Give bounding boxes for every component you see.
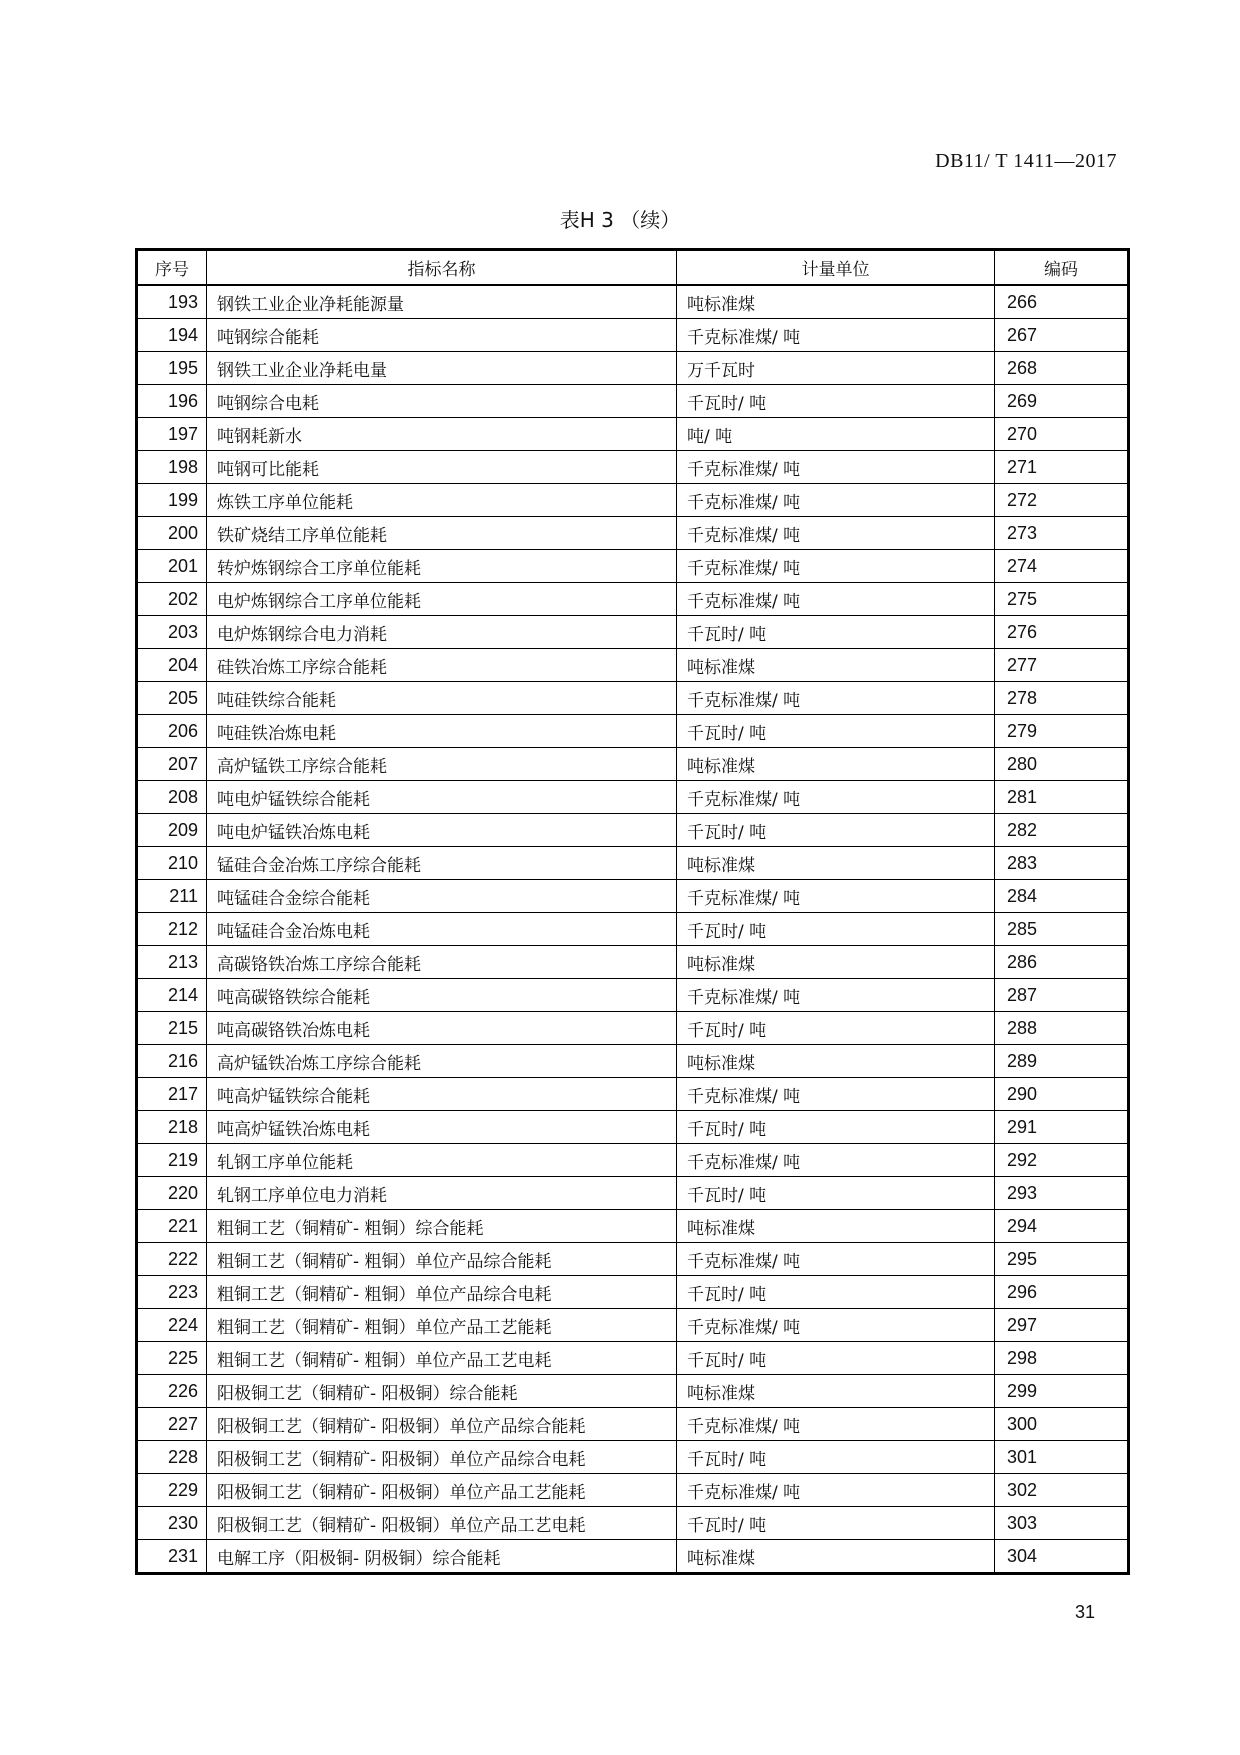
table-row bbox=[137, 649, 1129, 682]
row-code: 289 bbox=[995, 1045, 1129, 1078]
row-unit: 千瓦时/ 吨 bbox=[677, 1441, 995, 1474]
row-unit: 千克标准煤/ 吨 bbox=[677, 451, 995, 484]
row-code: 302 bbox=[995, 1474, 1129, 1507]
table-row bbox=[137, 1045, 1129, 1078]
row-indicator-name: 吨高碳铬铁综合能耗 bbox=[207, 979, 677, 1012]
row-code: 271 bbox=[995, 451, 1129, 484]
row-indicator-name: 吨高炉锰铁冶炼电耗 bbox=[207, 1111, 677, 1144]
row-unit: 千克标准煤/ 吨 bbox=[677, 517, 995, 550]
table-row bbox=[137, 1375, 1129, 1408]
row-code: 278 bbox=[995, 682, 1129, 715]
row-code: 288 bbox=[995, 1012, 1129, 1045]
row-seq: 221 bbox=[137, 1210, 207, 1243]
header-row bbox=[137, 250, 1129, 286]
row-unit: 千克标准煤/ 吨 bbox=[677, 1408, 995, 1441]
row-code: 270 bbox=[995, 418, 1129, 451]
row-seq: 218 bbox=[137, 1111, 207, 1144]
row-seq: 225 bbox=[137, 1342, 207, 1375]
row-indicator-name: 高碳铬铁冶炼工序综合能耗 bbox=[207, 946, 677, 979]
row-code: 292 bbox=[995, 1144, 1129, 1177]
row-unit: 千克标准煤/ 吨 bbox=[677, 1144, 995, 1177]
row-indicator-name: 炼铁工序单位能耗 bbox=[207, 484, 677, 517]
table-row bbox=[137, 451, 1129, 484]
row-seq: 198 bbox=[137, 451, 207, 484]
row-seq: 196 bbox=[137, 385, 207, 418]
row-seq: 222 bbox=[137, 1243, 207, 1276]
row-seq: 195 bbox=[137, 352, 207, 385]
row-code: 273 bbox=[995, 517, 1129, 550]
table-row bbox=[137, 1012, 1129, 1045]
row-code: 280 bbox=[995, 748, 1129, 781]
row-unit: 万千瓦时 bbox=[677, 352, 995, 385]
row-indicator-name: 硅铁冶炼工序综合能耗 bbox=[207, 649, 677, 682]
row-seq: 206 bbox=[137, 715, 207, 748]
row-unit: 吨标准煤 bbox=[677, 1375, 995, 1408]
row-unit: 吨标准煤 bbox=[677, 1045, 995, 1078]
table-row bbox=[137, 682, 1129, 715]
row-indicator-name: 吨钢耗新水 bbox=[207, 418, 677, 451]
row-code: 296 bbox=[995, 1276, 1129, 1309]
row-seq: 194 bbox=[137, 319, 207, 352]
row-indicator-name: 粗铜工艺（铜精矿- 粗铜）单位产品工艺能耗 bbox=[207, 1309, 677, 1342]
row-unit: 千瓦时/ 吨 bbox=[677, 1276, 995, 1309]
row-seq: 207 bbox=[137, 748, 207, 781]
table-row bbox=[137, 385, 1129, 418]
row-indicator-name: 吨锰硅合金冶炼电耗 bbox=[207, 913, 677, 946]
row-indicator-name: 电炉炼钢综合工序单位能耗 bbox=[207, 583, 677, 616]
row-seq: 210 bbox=[137, 847, 207, 880]
row-indicator-name: 吨钢综合能耗 bbox=[207, 319, 677, 352]
table-row bbox=[137, 781, 1129, 814]
table-row bbox=[137, 913, 1129, 946]
row-unit: 吨标准煤 bbox=[677, 847, 995, 880]
row-code: 281 bbox=[995, 781, 1129, 814]
row-indicator-name: 粗铜工艺（铜精矿- 粗铜）单位产品综合电耗 bbox=[207, 1276, 677, 1309]
header-seq: 序号 bbox=[137, 250, 207, 286]
row-seq: 227 bbox=[137, 1408, 207, 1441]
row-unit: 千瓦时/ 吨 bbox=[677, 616, 995, 649]
row-seq: 230 bbox=[137, 1507, 207, 1540]
row-code: 291 bbox=[995, 1111, 1129, 1144]
row-unit: 千克标准煤/ 吨 bbox=[677, 319, 995, 352]
row-code: 275 bbox=[995, 583, 1129, 616]
row-unit: 千克标准煤/ 吨 bbox=[677, 1474, 995, 1507]
table-row bbox=[137, 583, 1129, 616]
row-code: 295 bbox=[995, 1243, 1129, 1276]
row-indicator-name: 阳极铜工艺（铜精矿- 阳极铜）单位产品综合电耗 bbox=[207, 1441, 677, 1474]
row-seq: 216 bbox=[137, 1045, 207, 1078]
row-code: 297 bbox=[995, 1309, 1129, 1342]
row-seq: 200 bbox=[137, 517, 207, 550]
row-code: 301 bbox=[995, 1441, 1129, 1474]
row-indicator-name: 吨硅铁冶炼电耗 bbox=[207, 715, 677, 748]
row-seq: 228 bbox=[137, 1441, 207, 1474]
row-indicator-name: 粗铜工艺（铜精矿- 粗铜）单位产品工艺电耗 bbox=[207, 1342, 677, 1375]
table-row bbox=[137, 880, 1129, 913]
row-unit: 千克标准煤/ 吨 bbox=[677, 1078, 995, 1111]
row-unit: 千克标准煤/ 吨 bbox=[677, 1243, 995, 1276]
row-seq: 223 bbox=[137, 1276, 207, 1309]
row-code: 294 bbox=[995, 1210, 1129, 1243]
row-code: 298 bbox=[995, 1342, 1129, 1375]
row-code: 287 bbox=[995, 979, 1129, 1012]
header-unit: 计量单位 bbox=[677, 250, 995, 286]
row-code: 276 bbox=[995, 616, 1129, 649]
row-seq: 229 bbox=[137, 1474, 207, 1507]
row-seq: 217 bbox=[137, 1078, 207, 1111]
table-row bbox=[137, 715, 1129, 748]
row-seq: 193 bbox=[137, 285, 207, 319]
row-indicator-name: 阳极铜工艺（铜精矿- 阳极铜）单位产品工艺能耗 bbox=[207, 1474, 677, 1507]
row-unit: 吨标准煤 bbox=[677, 1540, 995, 1574]
row-seq: 204 bbox=[137, 649, 207, 682]
table-row bbox=[137, 484, 1129, 517]
table-row bbox=[137, 1408, 1129, 1441]
row-unit: 千瓦时/ 吨 bbox=[677, 715, 995, 748]
row-code: 303 bbox=[995, 1507, 1129, 1540]
row-indicator-name: 钢铁工业企业净耗电量 bbox=[207, 352, 677, 385]
table-row bbox=[137, 979, 1129, 1012]
row-code: 274 bbox=[995, 550, 1129, 583]
row-indicator-name: 电炉炼钢综合电力消耗 bbox=[207, 616, 677, 649]
row-indicator-name: 轧钢工序单位电力消耗 bbox=[207, 1177, 677, 1210]
row-code: 299 bbox=[995, 1375, 1129, 1408]
header-code: 编码 bbox=[995, 250, 1129, 286]
row-seq: 209 bbox=[137, 814, 207, 847]
table-row bbox=[137, 1210, 1129, 1243]
table-row bbox=[137, 946, 1129, 979]
row-indicator-name: 阳极铜工艺（铜精矿- 阳极铜）单位产品工艺电耗 bbox=[207, 1507, 677, 1540]
row-code: 286 bbox=[995, 946, 1129, 979]
row-unit: 吨标准煤 bbox=[677, 285, 995, 319]
row-unit: 千瓦时/ 吨 bbox=[677, 913, 995, 946]
header-indicator-name: 指标名称 bbox=[207, 250, 677, 286]
row-seq: 231 bbox=[137, 1540, 207, 1574]
row-indicator-name: 转炉炼钢综合工序单位能耗 bbox=[207, 550, 677, 583]
row-indicator-name: 阳极铜工艺（铜精矿- 阳极铜）单位产品综合能耗 bbox=[207, 1408, 677, 1441]
row-unit: 千瓦时/ 吨 bbox=[677, 1177, 995, 1210]
row-code: 266 bbox=[995, 285, 1129, 319]
table-row bbox=[137, 1507, 1129, 1540]
row-seq: 205 bbox=[137, 682, 207, 715]
row-unit: 吨标准煤 bbox=[677, 946, 995, 979]
row-seq: 219 bbox=[137, 1144, 207, 1177]
row-seq: 211 bbox=[137, 880, 207, 913]
row-unit: 千克标准煤/ 吨 bbox=[677, 781, 995, 814]
row-code: 268 bbox=[995, 352, 1129, 385]
row-seq: 215 bbox=[137, 1012, 207, 1045]
row-indicator-name: 吨锰硅合金综合能耗 bbox=[207, 880, 677, 913]
row-unit: 千克标准煤/ 吨 bbox=[677, 682, 995, 715]
row-indicator-name: 电解工序（阳极铜- 阴极铜）综合能耗 bbox=[207, 1540, 677, 1574]
table-row bbox=[137, 285, 1129, 319]
row-indicator-name: 吨电炉锰铁综合能耗 bbox=[207, 781, 677, 814]
table-row bbox=[137, 1243, 1129, 1276]
table-body bbox=[137, 285, 1129, 1574]
table-row bbox=[137, 1111, 1129, 1144]
row-seq: 208 bbox=[137, 781, 207, 814]
row-code: 282 bbox=[995, 814, 1129, 847]
row-indicator-name: 钢铁工业企业净耗能源量 bbox=[207, 285, 677, 319]
page-number: 31 bbox=[1074, 1602, 1095, 1622]
row-seq: 220 bbox=[137, 1177, 207, 1210]
table-row bbox=[137, 1342, 1129, 1375]
row-indicator-name: 粗铜工艺（铜精矿- 粗铜）单位产品综合能耗 bbox=[207, 1243, 677, 1276]
row-unit: 千瓦时/ 吨 bbox=[677, 385, 995, 418]
row-code: 290 bbox=[995, 1078, 1129, 1111]
row-indicator-name: 轧钢工序单位能耗 bbox=[207, 1144, 677, 1177]
row-indicator-name: 阳极铜工艺（铜精矿- 阳极铜）综合能耗 bbox=[207, 1375, 677, 1408]
document-code: DB11/ T 1411—2017 bbox=[935, 150, 1117, 172]
row-unit: 千瓦时/ 吨 bbox=[677, 1111, 995, 1144]
row-indicator-name: 吨高炉锰铁综合能耗 bbox=[207, 1078, 677, 1111]
table-row bbox=[137, 550, 1129, 583]
row-indicator-name: 吨钢综合电耗 bbox=[207, 385, 677, 418]
table-row bbox=[137, 1144, 1129, 1177]
table-row bbox=[137, 319, 1129, 352]
table-header bbox=[137, 250, 1129, 286]
table-row bbox=[137, 1078, 1129, 1111]
row-code: 269 bbox=[995, 385, 1129, 418]
row-unit: 吨标准煤 bbox=[677, 748, 995, 781]
table-row bbox=[137, 1276, 1129, 1309]
row-unit: 千克标准煤/ 吨 bbox=[677, 550, 995, 583]
table-row bbox=[137, 748, 1129, 781]
row-code: 283 bbox=[995, 847, 1129, 880]
row-indicator-name: 高炉锰铁工序综合能耗 bbox=[207, 748, 677, 781]
row-code: 300 bbox=[995, 1408, 1129, 1441]
row-unit: 吨标准煤 bbox=[677, 1210, 995, 1243]
row-seq: 212 bbox=[137, 913, 207, 946]
row-seq: 214 bbox=[137, 979, 207, 1012]
row-indicator-name: 吨硅铁综合能耗 bbox=[207, 682, 677, 715]
table-row bbox=[137, 1441, 1129, 1474]
row-unit: 千瓦时/ 吨 bbox=[677, 1342, 995, 1375]
table-row bbox=[137, 814, 1129, 847]
table-row bbox=[137, 1474, 1129, 1507]
row-unit: 吨/ 吨 bbox=[677, 418, 995, 451]
row-code: 284 bbox=[995, 880, 1129, 913]
row-seq: 224 bbox=[137, 1309, 207, 1342]
row-code: 285 bbox=[995, 913, 1129, 946]
row-unit: 千瓦时/ 吨 bbox=[677, 1507, 995, 1540]
table-row bbox=[137, 847, 1129, 880]
table-row bbox=[137, 1177, 1129, 1210]
row-unit: 千瓦时/ 吨 bbox=[677, 814, 995, 847]
row-seq: 213 bbox=[137, 946, 207, 979]
row-indicator-name: 高炉锰铁冶炼工序综合能耗 bbox=[207, 1045, 677, 1078]
row-code: 267 bbox=[995, 319, 1129, 352]
row-seq: 202 bbox=[137, 583, 207, 616]
table-row bbox=[137, 352, 1129, 385]
indicator-table bbox=[135, 248, 1130, 1575]
row-unit: 千克标准煤/ 吨 bbox=[677, 979, 995, 1012]
row-unit: 千克标准煤/ 吨 bbox=[677, 1309, 995, 1342]
row-seq: 226 bbox=[137, 1375, 207, 1408]
row-code: 272 bbox=[995, 484, 1129, 517]
row-unit: 千克标准煤/ 吨 bbox=[677, 484, 995, 517]
table-title: 表H 3 （续） bbox=[559, 208, 681, 232]
row-code: 279 bbox=[995, 715, 1129, 748]
row-code: 277 bbox=[995, 649, 1129, 682]
row-seq: 199 bbox=[137, 484, 207, 517]
table-row bbox=[137, 616, 1129, 649]
row-indicator-name: 粗铜工艺（铜精矿- 粗铜）综合能耗 bbox=[207, 1210, 677, 1243]
row-unit: 千克标准煤/ 吨 bbox=[677, 880, 995, 913]
row-code: 293 bbox=[995, 1177, 1129, 1210]
row-indicator-name: 吨钢可比能耗 bbox=[207, 451, 677, 484]
row-seq: 197 bbox=[137, 418, 207, 451]
row-code: 304 bbox=[995, 1540, 1129, 1574]
row-seq: 201 bbox=[137, 550, 207, 583]
table-row bbox=[137, 1309, 1129, 1342]
row-indicator-name: 吨电炉锰铁冶炼电耗 bbox=[207, 814, 677, 847]
table-row bbox=[137, 517, 1129, 550]
row-unit: 吨标准煤 bbox=[677, 649, 995, 682]
row-indicator-name: 锰硅合金冶炼工序综合能耗 bbox=[207, 847, 677, 880]
row-unit: 千克标准煤/ 吨 bbox=[677, 583, 995, 616]
row-indicator-name: 铁矿烧结工序单位能耗 bbox=[207, 517, 677, 550]
row-indicator-name: 吨高碳铬铁冶炼电耗 bbox=[207, 1012, 677, 1045]
table-row bbox=[137, 418, 1129, 451]
row-seq: 203 bbox=[137, 616, 207, 649]
table-row bbox=[137, 1540, 1129, 1574]
row-unit: 千瓦时/ 吨 bbox=[677, 1012, 995, 1045]
